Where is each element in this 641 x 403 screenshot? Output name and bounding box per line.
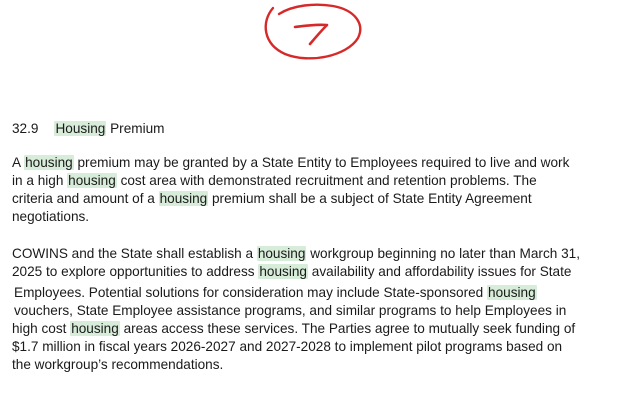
line-text: premium may be granted by a State Entity to Employees required to live and work	[73, 155, 570, 170]
paragraph-2-line-1	[12, 245, 580, 263]
paragraph-2-line-4	[14, 302, 566, 320]
line-text: areas access these services. The Parties agree to mutually seek funding of	[119, 321, 576, 336]
line-text: COWINS and the State shall establish a	[12, 246, 257, 261]
highlighted-term: housing	[68, 173, 116, 188]
highlighted-term: housing	[159, 191, 208, 206]
highlighted-term: housing	[259, 264, 307, 279]
line-text: criteria and amount of a	[12, 191, 159, 206]
line-text: workgroup beginning no later than March 31,	[306, 246, 580, 261]
section-title-rest: Premium	[106, 121, 165, 136]
line-text: Employees. Potential solutions for consideration may include State-sponsored	[14, 285, 488, 300]
line-text: $1.7 million in fiscal years 2026-2027 and 2027-2028 to implement pilot programs based on	[12, 339, 563, 354]
paragraph-2-line-2	[12, 263, 571, 281]
seven-digit-stroke	[295, 25, 327, 44]
paragraph-2-line-7	[12, 356, 223, 374]
line-text: premium shall be a subject of State Entity Agreement	[208, 191, 532, 206]
paragraph-2-line-5	[12, 320, 575, 338]
line-text: A	[12, 155, 25, 170]
line-text: high cost	[12, 321, 71, 336]
paragraph-1-line-4	[12, 208, 89, 226]
section-number: 32.9	[12, 121, 39, 136]
paragraph-1-line-3	[12, 190, 532, 208]
paragraph-2-line-6	[12, 338, 562, 356]
highlighted-term: housing	[257, 246, 306, 261]
paragraph-1-line-2	[12, 172, 537, 190]
circle-stroke	[266, 5, 361, 59]
line-text: 2025 to explore opportunities to address	[12, 264, 259, 279]
paragraph-2-line-3	[14, 284, 537, 302]
line-text: vouchers, State Employee assistance programs, and similar programs to help Employees in	[14, 303, 567, 318]
section-heading	[12, 120, 165, 138]
line-text: the workgroup’s recommendations.	[12, 357, 224, 372]
line-text: negotiations.	[12, 209, 90, 224]
paragraph-1-line-1	[12, 154, 569, 172]
line-text: availability and affordability issues for State	[308, 264, 572, 279]
highlighted-term: housing	[25, 155, 73, 170]
highlighted-term: housing	[71, 321, 119, 336]
highlighted-term: housing	[488, 285, 536, 300]
line-text: in a high	[12, 173, 68, 188]
line-text: cost area with demonstrated recruitment and retention problems. The	[116, 173, 537, 188]
handwritten-circled-seven	[255, 0, 365, 62]
highlighted-term: Housing	[55, 121, 106, 136]
